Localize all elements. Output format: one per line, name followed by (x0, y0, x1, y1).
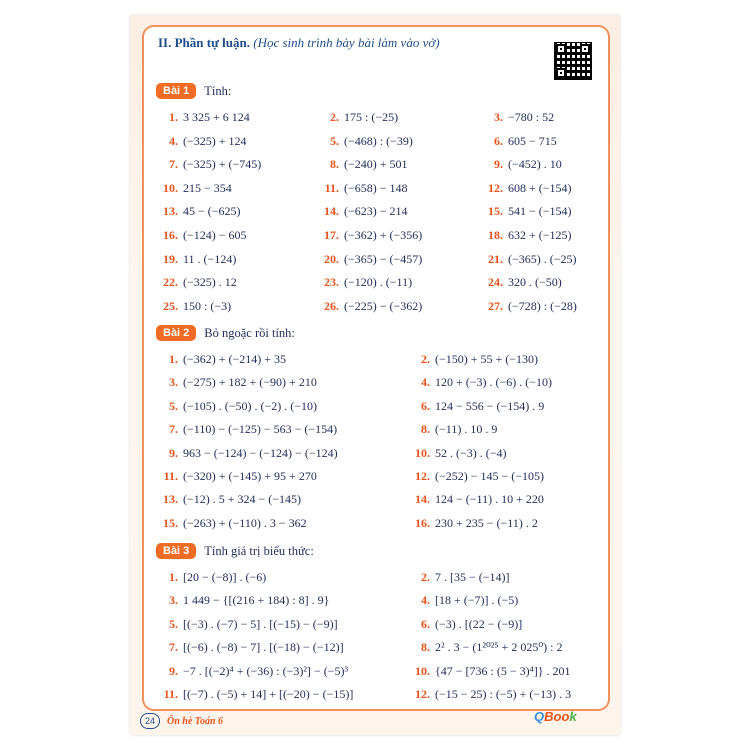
item-expression: 608 + (−154) (508, 180, 572, 195)
exercise-item (156, 352, 286, 367)
item-expression: (−120) . (−11) (344, 275, 413, 290)
exercise-item (314, 275, 412, 290)
item-number: 22. (163, 275, 178, 290)
part-title: II. Phần tự luận. (158, 35, 250, 50)
item-expression: 3 325 + 6 124 (183, 110, 250, 124)
exercise-item (406, 399, 544, 414)
item-number: 11. (163, 687, 178, 701)
item-expression: (−3) . [(22 − (−9)] (435, 616, 523, 631)
item-expression: 963 − (−124) − (−124) − (−124) (183, 445, 338, 460)
item-number: 12. (415, 469, 430, 483)
item-expression: (−105) . (−50) . (−2) . (−10) (183, 398, 318, 413)
item-number: 23. (324, 275, 339, 290)
exercise-item (314, 299, 422, 314)
item-number: 13. (163, 204, 178, 219)
exercise-card (142, 25, 610, 711)
item-number: 13. (163, 492, 178, 507)
item-number: 11. (163, 469, 178, 483)
book-title: Ôn hè Toán 6 (167, 715, 224, 727)
item-number: 12. (488, 180, 503, 195)
exercise-item (156, 110, 250, 125)
exercise-item (156, 570, 266, 585)
item-number: 3. (494, 110, 503, 124)
item-expression: (−225) − (−362) (344, 298, 423, 313)
item-number: 20. (324, 251, 339, 266)
item-expression: (−12) . 5 + 324 − (−145) (183, 492, 302, 507)
item-expression: (−110) − (−125) − 563 − (−154) (183, 422, 338, 437)
publisher-logo: QBook (534, 709, 577, 724)
section-heading (158, 35, 440, 51)
exercise-item (478, 275, 562, 290)
item-expression: (−11) . 10 . 9 (435, 422, 498, 437)
item-number: 8. (330, 157, 339, 172)
item-number: 9. (169, 663, 178, 678)
item-number: 1. (169, 352, 178, 366)
exercise-item (314, 228, 422, 243)
item-expression: 124 − 556 − (−154) . 9 (435, 398, 545, 413)
item-expression: 150 : (−3) (183, 298, 232, 313)
exercise-item (156, 492, 301, 507)
exercise-item (156, 516, 307, 531)
item-expression: (−365) − (−457) (344, 251, 423, 266)
item-expression: [(−7) . (−5) + 14] + [(−20) − (−15)] (183, 687, 354, 701)
item-expression: 7 . [35 − (−14)] (435, 570, 510, 584)
page-footer (140, 712, 223, 730)
item-expression: 2² . 3 − (1²⁰²⁵ + 2 025⁰) : 2 (435, 640, 563, 655)
item-expression: 124 − (−11) . 10 + 220 (435, 492, 544, 507)
item-expression: (−728) : (−28) (508, 298, 577, 313)
exercise-item (156, 275, 237, 290)
exercise-item (156, 134, 247, 149)
item-expression: 175 : (−25) (344, 110, 399, 124)
exercise-instruction: Tính giá trị biểu thức: (204, 543, 314, 558)
qr-code-icon[interactable] (554, 42, 592, 80)
exercise-item (156, 375, 317, 390)
item-number: 2. (330, 110, 339, 124)
item-number: 10. (415, 445, 430, 460)
exercise-item (478, 228, 572, 243)
item-number: 16. (415, 515, 430, 530)
exercise-header (156, 542, 314, 560)
exercise-item (406, 687, 571, 702)
item-number: 7. (169, 157, 178, 172)
exercise-item (156, 399, 317, 414)
item-number: 1. (169, 570, 178, 584)
item-expression: [20 − (−8)] . (−6) (183, 570, 267, 584)
exercise-instruction: Bỏ ngoặc rồi tính: (204, 325, 295, 340)
item-expression: (−252) − 145 − (−105) (435, 469, 545, 483)
item-number: 6. (421, 398, 430, 413)
item-expression: (−365) . (−25) (508, 251, 577, 266)
exercise-item (156, 593, 329, 608)
item-number: 1. (169, 110, 178, 124)
item-expression: (−263) + (−110) . 3 − 362 (183, 515, 307, 530)
item-number: 3. (169, 593, 178, 608)
exercise-badge: Bài 3 (156, 543, 196, 559)
item-number: 12. (415, 687, 430, 701)
item-number: 2. (421, 570, 430, 584)
exercise-item (156, 640, 344, 655)
exercise-item (156, 617, 338, 632)
exercise-item (406, 516, 538, 531)
exercise-item (406, 617, 522, 632)
item-number: 5. (330, 133, 339, 148)
exercise-badge: Bài 1 (156, 83, 196, 99)
item-number: 8. (421, 640, 430, 655)
exercise-item (314, 252, 422, 267)
item-number: 8. (421, 422, 430, 437)
item-number: 24. (488, 275, 503, 290)
item-expression: (−362) + (−214) + 35 (183, 352, 287, 366)
item-expression: 320 . (−50) (508, 275, 562, 290)
item-expression: 11 . (−124) (183, 251, 237, 266)
exercise-instruction: Tính: (204, 83, 232, 98)
item-number: 6. (421, 616, 430, 631)
exercise-item (478, 157, 562, 172)
item-number: 4. (421, 593, 430, 608)
item-expression: 215 − 354 (183, 180, 232, 195)
exercise-item (406, 664, 571, 679)
item-number: 7. (169, 422, 178, 437)
exercise-item (478, 299, 577, 314)
item-expression: (−452) . 10 (508, 157, 562, 172)
exercise-item (156, 252, 236, 267)
exercise-item (314, 134, 413, 149)
item-expression: (−325) . 12 (183, 275, 237, 290)
item-number: 21. (488, 251, 503, 266)
item-expression: (−658) − 148 (344, 180, 408, 195)
exercise-item (314, 204, 408, 219)
item-number: 14. (415, 492, 430, 507)
item-expression: (−623) − 214 (344, 204, 408, 219)
exercise-item (314, 157, 408, 172)
exercise-item (478, 181, 572, 196)
item-number: 19. (163, 251, 178, 266)
item-number: 16. (163, 228, 178, 242)
item-number: 26. (324, 298, 339, 313)
exercise-item (406, 640, 562, 655)
exercise-item (406, 375, 552, 390)
item-number: 15. (163, 515, 178, 530)
item-expression: (−150) + 55 + (−130) (435, 352, 539, 366)
item-number: 9. (169, 445, 178, 460)
exercise-item (406, 492, 544, 507)
exercise-item (156, 446, 338, 461)
item-number: 11. (324, 180, 339, 195)
item-expression: 1 449 − {[(216 + 184) : 8] . 9} (183, 593, 330, 608)
item-expression: 541 − (−154) (508, 204, 572, 219)
item-number: 18. (488, 228, 503, 242)
exercise-item (156, 687, 353, 702)
item-number: 25. (163, 298, 178, 313)
item-expression: 45 − (−625) (183, 204, 241, 219)
item-number: 4. (421, 375, 430, 390)
item-expression: 230 + 235 − (−11) . 2 (435, 515, 538, 530)
item-number: 14. (324, 204, 339, 219)
exercise-item (478, 110, 554, 125)
exercise-item (406, 446, 507, 461)
item-expression: (−240) + 501 (344, 157, 408, 172)
item-expression: [(−6) . (−8) − 7] . [(−18) − (−12)] (183, 640, 344, 655)
exercise-item (406, 593, 518, 608)
item-expression: −780 : 52 (508, 110, 555, 124)
item-expression: (−124) − 605 (183, 228, 247, 242)
item-expression: (−275) + 182 + (−90) + 210 (183, 375, 317, 390)
item-expression: (−320) + (−145) + 95 + 270 (183, 469, 317, 483)
item-number: 7. (169, 640, 178, 655)
item-expression: −7 . [(−2)⁴ + (−36) : (−3)²] − (−5)³ (183, 663, 349, 678)
item-expression: [18 + (−7)] . (−5) (435, 593, 519, 608)
item-expression: (−468) : (−39) (344, 133, 413, 148)
item-number: 3. (169, 375, 178, 390)
exercise-item (314, 110, 398, 125)
exercise-header (156, 82, 231, 100)
exercise-item (478, 252, 577, 267)
exercise-item (406, 422, 497, 437)
exercise-item (478, 204, 572, 219)
item-expression: 632 + (−125) (508, 228, 572, 242)
exercise-item (156, 181, 232, 196)
exercise-item (156, 664, 348, 679)
item-expression: (−362) + (−356) (344, 228, 423, 242)
item-number: 10. (415, 663, 430, 678)
item-number: 6. (494, 133, 503, 148)
exercise-item (406, 352, 538, 367)
item-number: 4. (169, 133, 178, 148)
exercise-item (406, 570, 510, 585)
item-number: 15. (488, 204, 503, 219)
item-expression: (−325) + (−745) (183, 157, 262, 172)
book-page (130, 15, 620, 735)
exercise-item (314, 181, 408, 196)
item-number: 9. (494, 157, 503, 172)
page-number: 24 (140, 713, 160, 729)
item-expression: (−325) + 124 (183, 133, 247, 148)
item-number: 5. (169, 616, 178, 631)
part-note: (Học sinh trình bày bài làm vào vở) (253, 35, 440, 50)
exercise-item (156, 422, 337, 437)
item-expression: (−15 − 25) : (−5) + (−13) . 3 (435, 687, 572, 701)
exercise-item (478, 134, 557, 149)
item-number: 27. (488, 298, 503, 313)
item-expression: [(−3) . (−7) − 5] . [(−15) − (−9)] (183, 616, 338, 631)
item-expression: 120 + (−3) . (−6) . (−10) (435, 375, 553, 390)
exercise-item (156, 157, 261, 172)
exercise-item (156, 228, 247, 243)
item-number: 5. (169, 398, 178, 413)
exercise-item (156, 204, 241, 219)
item-number: 17. (324, 228, 339, 242)
item-number: 2. (421, 352, 430, 366)
item-expression: {47 − [736 : (5 − 3)⁴]} . 201 (435, 663, 571, 678)
exercise-item (156, 299, 231, 314)
exercise-item (406, 469, 544, 484)
exercise-badge: Bài 2 (156, 325, 196, 341)
item-expression: 605 − 715 (508, 133, 557, 148)
exercise-item (156, 469, 317, 484)
item-number: 10. (163, 180, 178, 195)
exercise-header (156, 324, 295, 342)
item-expression: 52 . (−3) . (−4) (435, 445, 507, 460)
